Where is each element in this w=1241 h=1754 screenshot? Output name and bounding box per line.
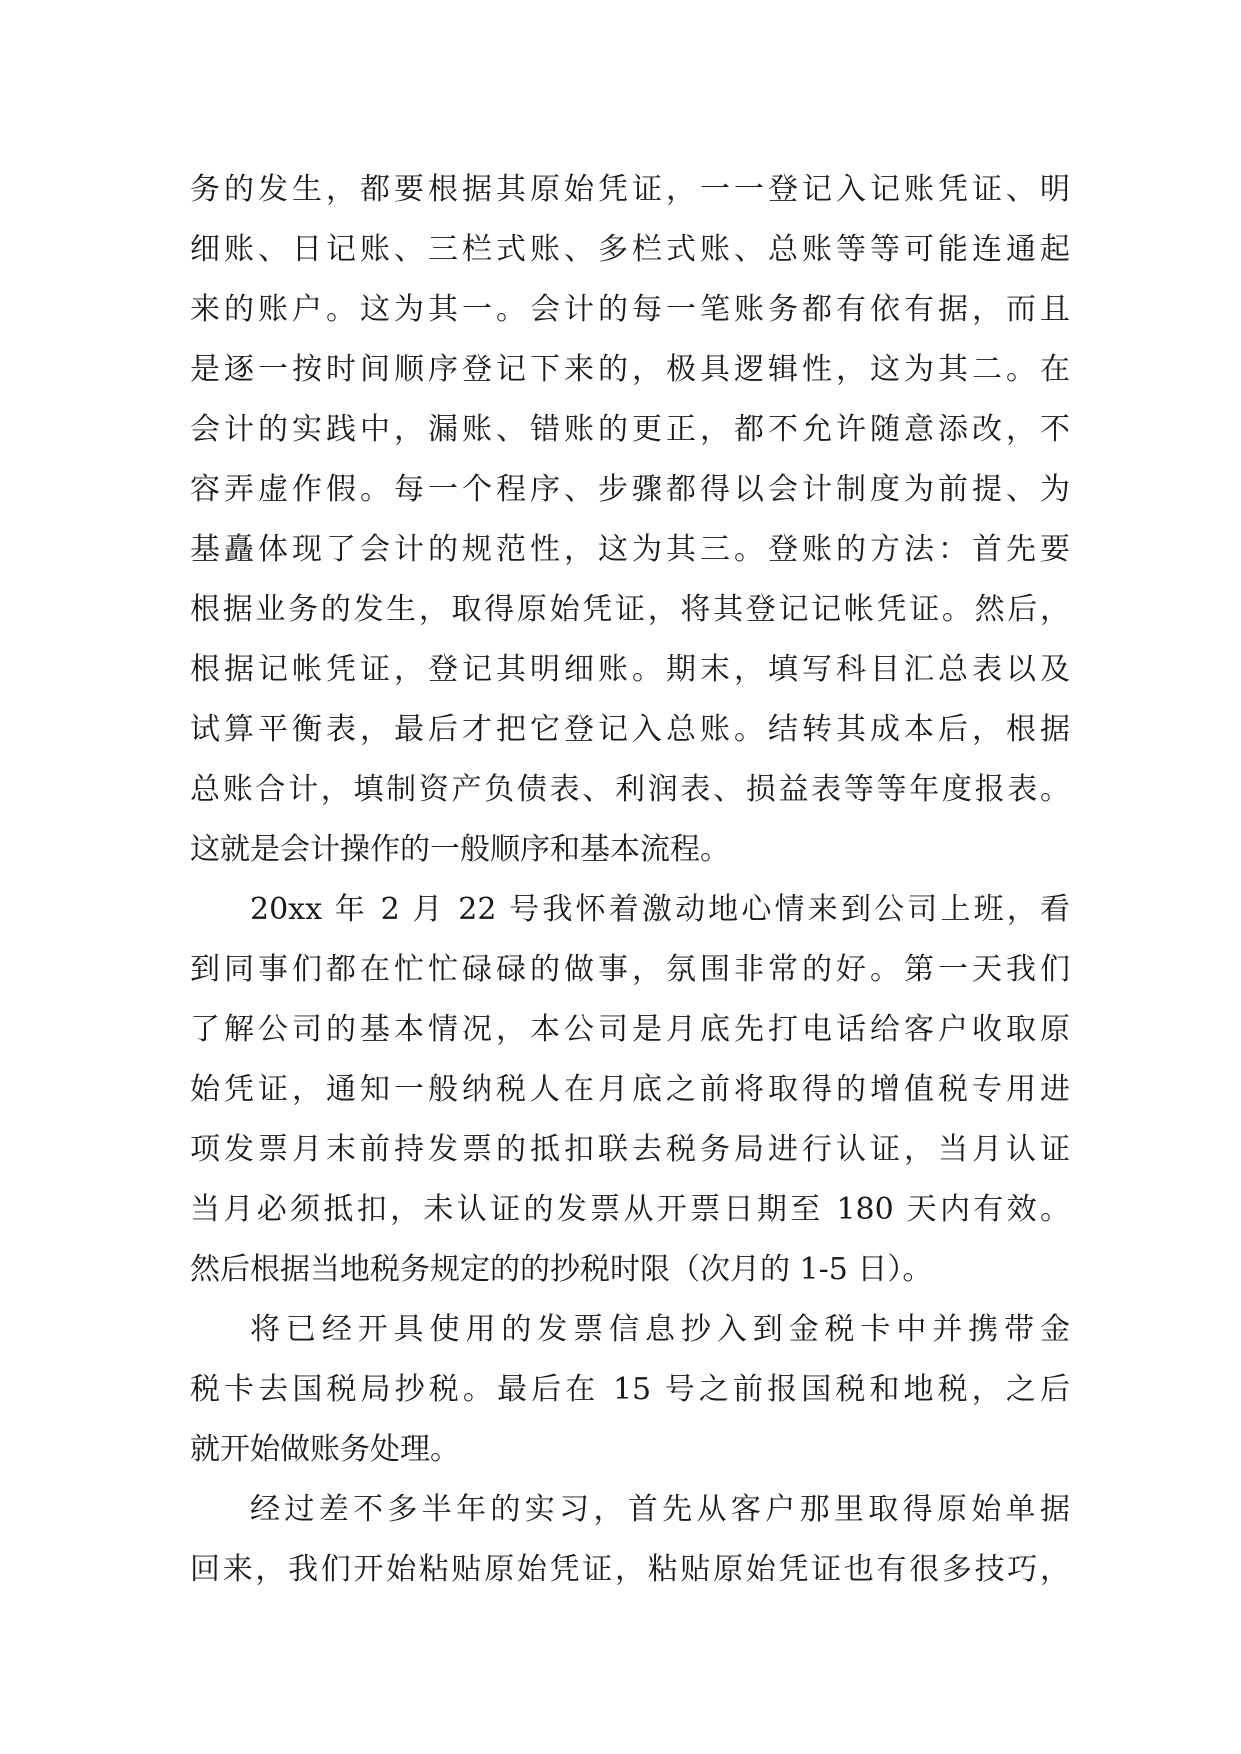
text-line: 项发票月末前持发票的抵扣联去税务局进行认证，当月认证 [190,1132,1070,1167]
paragraph [190,1300,1070,1480]
text-line: 容弄虚作假。每一个程序、步骤都得以会计制度为前提、为 [190,472,1070,507]
paragraph [190,1480,1070,1600]
text-line: 根据记帐凭证，登记其明细账。期末，填写科目汇总表以及 [190,652,1070,687]
text-line: 税卡去国税局抄税。最后在 15 号之前报国税和地税，之后 [190,1372,1070,1407]
text-line: 就开始做账务处理。 [190,1432,460,1467]
text-line: 经过差不多半年的实习，首先从客户那里取得原始单据 [250,1492,1070,1527]
text-line: 会计的实践中，漏账、错账的更正，都不允许随意添改，不 [190,412,1070,447]
paragraph [190,880,1070,1300]
text-line: 将已经开具使用的发票信息抄入到金税卡中并携带金 [250,1312,1070,1347]
text-line: 20xx 年 2 月 22 号我怀着激动地心情来到公司上班，看 [250,892,1070,927]
text-line: 回来，我们开始粘贴原始凭证，粘贴原始凭证也有很多技巧， [190,1552,1070,1587]
text-line: 根据业务的发生，取得原始凭证，将其登记记帐凭证。然后， [190,592,1070,627]
text-line: 试算平衡表，最后才把它登记入总账。结转其成本后，根据 [190,712,1070,747]
text-line: 基矗体现了会计的规范性，这为其三。登账的方法：首先要 [190,532,1070,567]
text-line: 细账、日记账、三栏式账、多栏式账、总账等等可能连通起 [190,232,1070,267]
text-line: 这就是会计操作的一般顺序和基本流程。 [190,832,730,867]
text-line: 始凭证，通知一般纳税人在月底之前将取得的增值税专用进 [190,1072,1070,1107]
text-line: 总账合计，填制资产负债表、利润表、损益表等等年度报表。 [190,772,1070,807]
text-line: 来的账户。这为其一。会计的每一笔账务都有依有据，而且 [190,292,1070,327]
paragraph [190,160,1070,880]
document-body [190,160,1070,1600]
text-line: 到同事们都在忙忙碌碌的做事，氛围非常的好。第一天我们 [190,952,1070,987]
text-line: 务的发生，都要根据其原始凭证，一一登记入记账凭证、明 [190,172,1070,207]
text-line: 了解公司的基本情况，本公司是月底先打电话给客户收取原 [190,1012,1070,1047]
text-line: 当月必须抵扣，未认证的发票从开票日期至 180 天内有效。 [190,1192,1070,1227]
text-line: 然后根据当地税务规定的的抄税时限（次月的 1-5 日）。 [190,1252,933,1287]
text-line: 是逐一按时间顺序登记下来的，极具逻辑性，这为其二。在 [190,352,1070,387]
